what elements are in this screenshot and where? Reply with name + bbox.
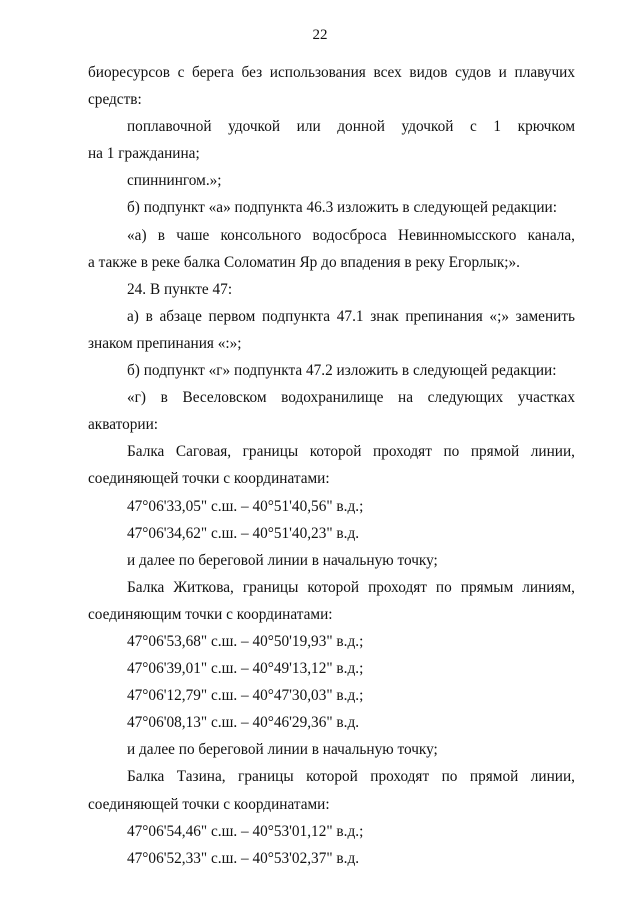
text-line-l03: поплавочной удочкой или донной удочкой с 1 крючком — [127, 118, 575, 136]
text-line-l28: соединяющей точки с координатами: — [88, 795, 330, 813]
text-line-l18: 47°06'34,62" с.ш. – 40°51'40,23" в.д. — [127, 524, 360, 542]
text-line-l25: 47°06'08,13" с.ш. – 40°46'29,36" в.д. — [127, 714, 360, 732]
page-number: 22 — [312, 27, 328, 43]
text-line-l07: «а) в чаше консольного водосброса Невинномысского канала, — [127, 226, 575, 244]
text-line-l05: спиннингом.»; — [127, 172, 222, 190]
text-line-l13: «г) в Веселовском водохранилище на следующих участках — [127, 389, 575, 407]
document-body — [88, 59, 575, 872]
text-line-l19: и далее по береговой линии в начальную точку; — [127, 551, 438, 569]
text-line-l04: на 1 гражданина; — [88, 145, 200, 163]
text-line-l20: Балка Житкова, границы которой проходят по прямым линиям, — [127, 578, 575, 596]
text-line-l09: 24. В пункте 47: — [127, 280, 233, 298]
text-line-l15: Балка Саговая, границы которой проходят по прямой линии, — [127, 443, 575, 461]
text-line-l02: средств: — [88, 91, 142, 109]
text-line-l30: 47°06'52,33" с.ш. – 40°53'02,37" в.д. — [127, 849, 360, 867]
text-line-l26: и далее по береговой линии в начальную точку; — [127, 741, 438, 759]
text-line-l17: 47°06'33,05" с.ш. – 40°51'40,56" в.д.; — [127, 497, 364, 515]
text-line-l27: Балка Тазина, границы которой проходят по прямой линии, — [127, 768, 575, 786]
text-line-l23: 47°06'39,01" с.ш. – 40°49'13,12" в.д.; — [127, 660, 364, 678]
text-line-l14: акватории: — [88, 416, 159, 434]
text-line-l01: биоресурсов с берега без использования всех видов судов и плавучих — [88, 64, 575, 81]
text-line-l21: соединяющим точки с координатами: — [88, 605, 333, 623]
text-line-l16: соединяющей точки с координатами: — [88, 470, 330, 488]
text-line-l12: б) подпункт «г» подпункта 47.2 изложить в следующей редакции: — [127, 362, 557, 380]
text-line-l11: знаком препинания «:»; — [88, 334, 242, 352]
text-line-l22: 47°06'53,68" с.ш. – 40°50'19,93" в.д.; — [127, 632, 364, 650]
text-line-l24: 47°06'12,79" с.ш. – 40°47'30,03" в.д.; — [127, 687, 364, 705]
text-line-l29: 47°06'54,46" с.ш. – 40°53'01,12" в.д.; — [127, 822, 364, 840]
text-line-l06: б) подпункт «а» подпункта 46.3 изложить в следующей редакции: — [127, 199, 557, 217]
text-line-l10: а) в абзаце первом подпункта 47.1 знак препинания «;» заменить — [127, 307, 575, 325]
text-line-l08: а также в реке балка Соломатин Яр до впадения в реку Егорлык;». — [88, 253, 520, 271]
